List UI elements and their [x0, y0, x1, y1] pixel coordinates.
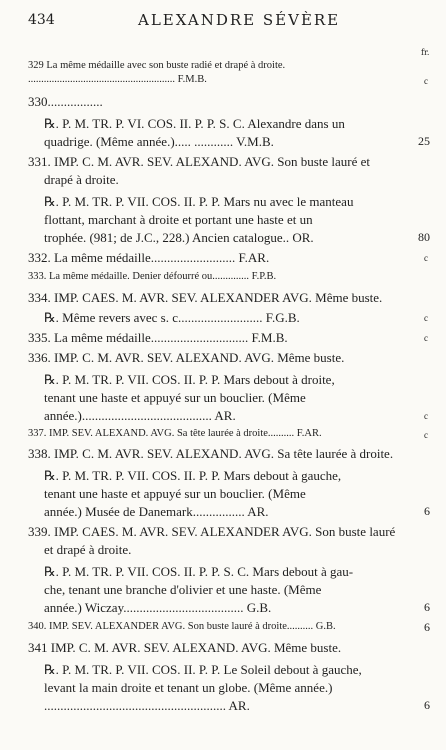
page-number: 434	[28, 12, 55, 28]
entry-339-price: 6	[424, 600, 430, 614]
page-title: ALEXANDRE SÉVÈRE	[138, 11, 341, 29]
entry-330-price: 25	[418, 134, 430, 148]
entry-336-reverse-1: ℞. P. M. TR. P. VII. COS. II. P. P. Mars debout à droite,	[44, 372, 335, 387]
entry-332-price: c	[424, 253, 428, 263]
entry-341-reverse-2: levant la main droite et tenant un globe. (Même année.)	[44, 680, 333, 695]
entry-336-reverse-2: tenant une haste et appuyé sur un bouclier. (Même	[44, 390, 306, 405]
entry-329-price: c	[424, 76, 428, 86]
entry-330-reverse-1: ℞. P. M. TR. P. VI. COS. II. P. P. S. C. Alexandre dans un	[44, 116, 345, 131]
entry-338-reverse-3: année.) Musée de Danemark................ AR.	[44, 504, 269, 519]
entry-335-price: c	[424, 333, 428, 343]
entry-331-reverse-1: ℞. P. M. TR. P. VII. COS. II. P. P. Mars nu avec le manteau	[44, 194, 354, 209]
entry-341-price: 6	[424, 698, 430, 712]
entry-338: 338. IMP. C. M. AVR. SEV. ALEXAND. AVG. Sa tête laurée à droite.	[28, 446, 394, 461]
entry-334-reverse: ℞. Même revers avec s. c.......................... F.G.B.	[44, 310, 300, 325]
entry-331-line-1: 331. IMP. C. M. AVR. SEV. ALEXAND. AVG. Son buste lauré et	[28, 154, 371, 169]
entry-331-price: 80	[418, 230, 430, 244]
entry-331-line-2: drapé à droite.	[44, 172, 119, 187]
entry-333: 333. La même médaille. Denier défourré ou.............. F.P.B.	[28, 271, 277, 282]
entry-331-reverse-3: trophée. (981; de J.C., 228.) Ancien catalogue.. OR.	[44, 230, 314, 245]
entry-339-reverse-2: che, tenant une branche d'olivier et une haste. (Même	[44, 582, 322, 597]
entry-329-line-2: ........................................................ F.M.B.	[28, 74, 207, 85]
entry-341: 341 IMP. C. M. AVR. SEV. ALEXAND. AVG. Même buste.	[28, 640, 342, 655]
entry-341-reverse-1: ℞. P. M. TR. P. VII. COS. II. P. P. Le Soleil debout à gauche,	[44, 662, 362, 677]
entry-340-price: 6	[424, 620, 430, 634]
entry-330-line-1: 330.................	[28, 94, 103, 109]
entry-340: 340. IMP. SEV. ALEXANDER AVG. Son buste lauré à droite.......... G.B.	[28, 621, 336, 632]
entry-336: 336. IMP. C. M. AVR. SEV. ALEXAND. AVG. Même buste.	[28, 350, 345, 365]
entry-334: 334. IMP. CAES. M. AVR. SEV. ALEXANDER AVG. Même buste.	[28, 290, 383, 305]
entry-335: 335. La même médaille.............................. F.M.B.	[28, 330, 288, 345]
entry-336-reverse-3: année.)........................................ AR.	[44, 408, 236, 423]
entry-338-price: 6	[424, 504, 430, 518]
entry-337-price: c	[424, 430, 428, 440]
entry-339-line-2: et drapé à droite.	[44, 542, 132, 557]
entry-332: 332. La même médaille.......................... F.AR.	[28, 250, 270, 265]
entry-339-reverse-1: ℞. P. M. TR. P. VII. COS. II. P. P. S. C. Mars debout à gau-	[44, 564, 354, 579]
page-header	[0, 6, 446, 30]
column-label: fr.	[421, 48, 430, 57]
entry-338-reverse-2: tenant une haste et appuyé sur un bouclier. (Même	[44, 486, 306, 501]
entry-336-price: c	[424, 411, 428, 421]
entry-334-price: c	[424, 313, 428, 323]
entry-329-line-1: 329 La même médaille avec son buste radié et drapé à droite.	[28, 60, 286, 71]
entry-341-reverse-3: ........................................................ AR.	[44, 698, 250, 713]
entry-330-reverse-2: quadrige. (Même année.)..... ............ V.M.B.	[44, 134, 274, 149]
entry-339-line-1: 339. IMP. CAES. M. AVR. SEV. ALEXANDER AVG. Son buste lauré	[28, 524, 396, 539]
entry-339-reverse-3: année.) Wiczay..................................... G.B.	[44, 600, 272, 615]
entry-331-reverse-2: flottant, marchant à droite et portant une haste et un	[44, 212, 313, 227]
entry-338-reverse-1: ℞. P. M. TR. P. VII. COS. II. P. P. Mars debout à gauche,	[44, 468, 342, 483]
entry-337: 337. IMP. SEV. ALEXAND. AVG. Sa tête laurée à droite.......... F.AR.	[28, 428, 322, 439]
